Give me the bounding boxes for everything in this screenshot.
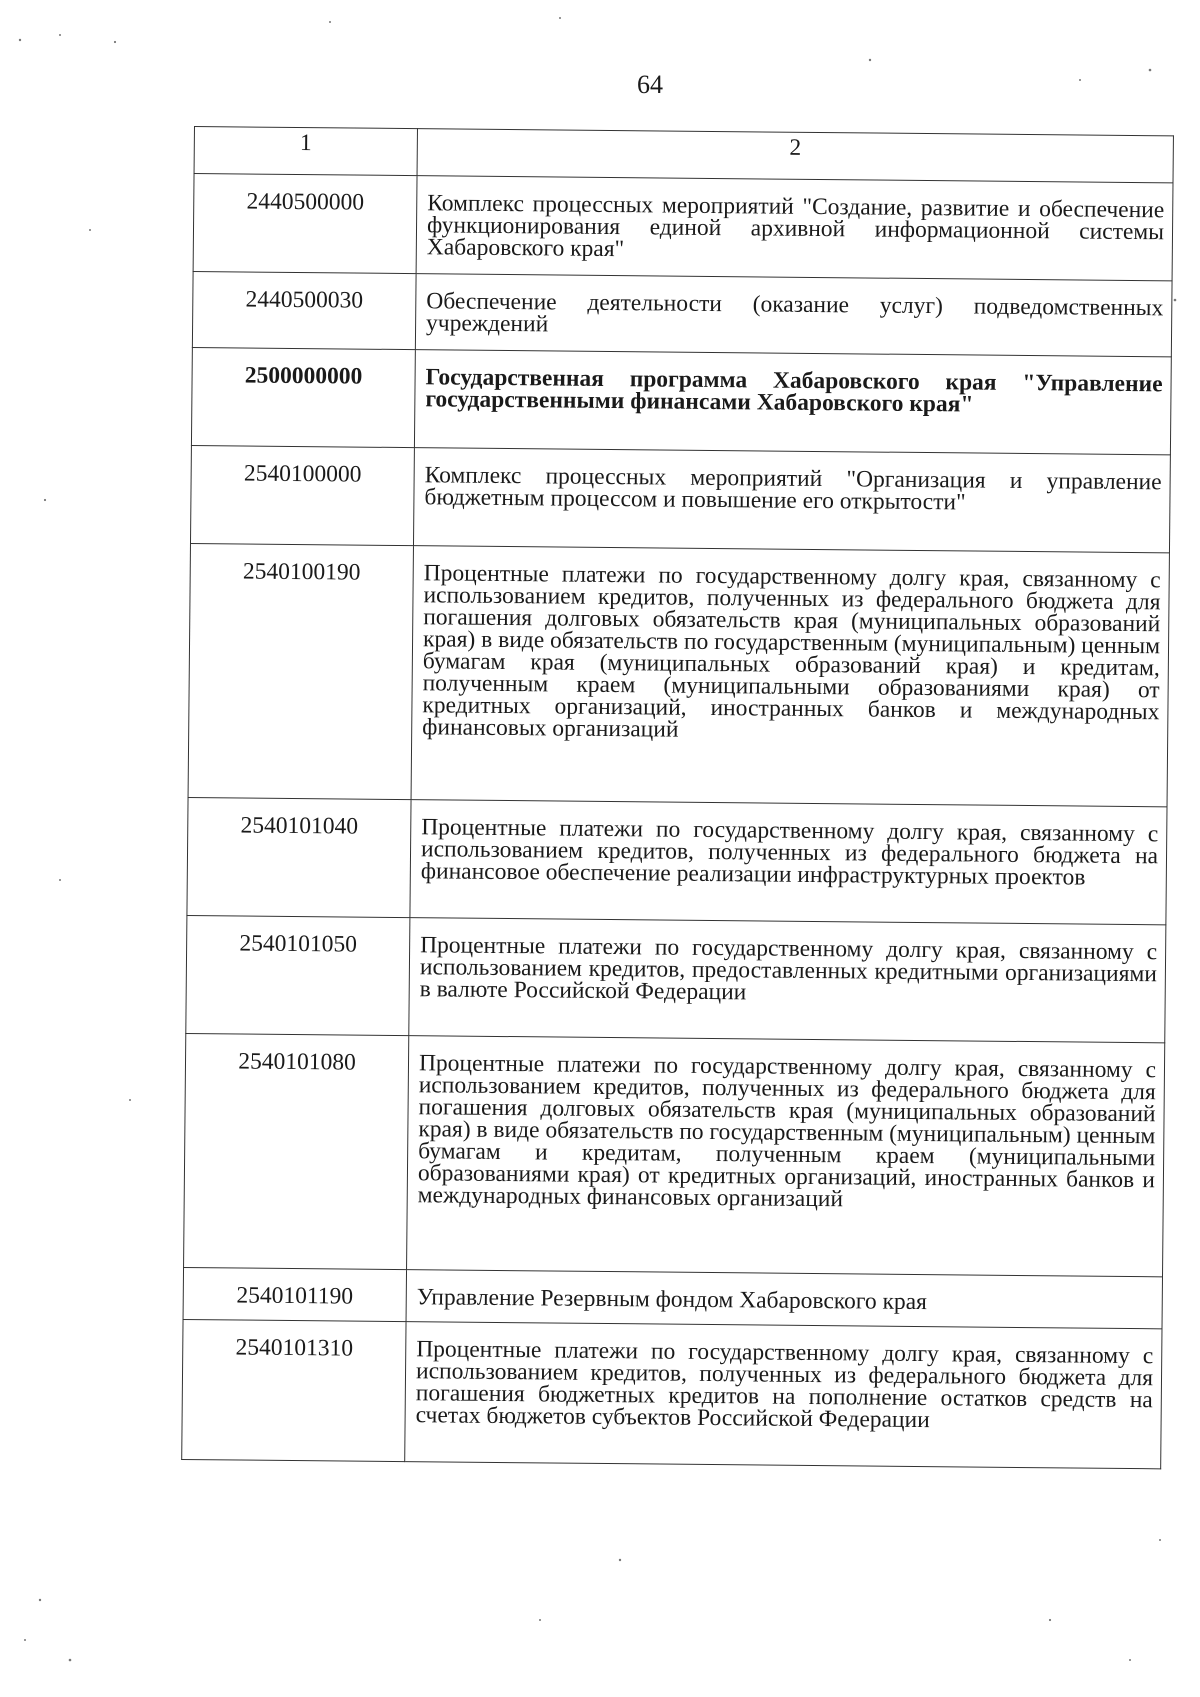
column-header-name: 2 <box>417 129 1173 183</box>
row-name: Процентные платежи по государственному долгу края, связанному с использованием кредитов, полученных из федерального бюджета на финансовое обеспечение реализации инфраструктурных проектов <box>410 800 1167 925</box>
row-name: Комплекс процессных мероприятий "Организация и управление бюджетным процессом и повышение его открытости" <box>413 448 1170 553</box>
column-header-code: 1 <box>194 127 417 176</box>
row-code: 2540101080 <box>184 1033 409 1269</box>
row-name: Процентные платежи по государственному долгу края, связанному с использованием кредитов, полученных из федерального бюджета для погашения бюджетных кредитов на пополнение остатков средств на счетах бюджетов субъектов Российской Федерации <box>405 1322 1162 1469</box>
row-code: 2540101310 <box>182 1319 406 1461</box>
row-code: 2540100000 <box>190 445 414 545</box>
row-code: 2540100190 <box>188 543 413 799</box>
row-name: Процентные платежи по государственному долгу края, связанному с использованием кредитов, полученных из федерального бюджета для погашения долговых обязательств края (муниципальных образований края) в виде обязательств по государственным (муниципальным) ценным бумагам и кредитам, полученным краем (муниципальными образованиями края) от кредитных организаций, иностранных банков и международных финансовых организаций <box>407 1036 1165 1277</box>
row-code: 2440500030 <box>192 271 416 349</box>
row-code: 2440500000 <box>193 174 417 274</box>
row-code: 2540101190 <box>183 1267 406 1321</box>
page-number-text: 64 <box>637 70 663 99</box>
row-name: Процентные платежи по государственному долгу края, связанному с использованием кредитов, полученных из федерального бюджета для погашения долговых обязательств края (муниципальных образований края) в виде обязательств по государственным (муниципальным) ценным бумагам края (муниципальных образований края) и кредитам, полученным краем (муниципальными образованиями края) от кредитных организаций, иностранных банков и международных финансовых организаций <box>411 546 1169 807</box>
row-code: 2540101040 <box>187 797 411 917</box>
row-name: Государственная программа Хабаровского края "Управление государственными финансами Хабаровского края" <box>414 350 1171 455</box>
row-code: 2500000000 <box>191 347 415 447</box>
row-name: Процентные платежи по государственному долгу края, связанному с использованием кредитов, предоставленных кредитными организациями в валюте Российской Федерации <box>409 918 1166 1043</box>
row-name: Комплекс процессных мероприятий "Создание, развитие и обеспечение функционирования единой архивной информационной системы Хабаровского края" <box>416 176 1173 281</box>
row-code: 2540101050 <box>186 915 410 1035</box>
row-name: Управление Резервным фондом Хабаровского края <box>406 1270 1162 1329</box>
row-name: Обеспечение деятельности (оказание услуг) подведомственных учреждений <box>415 274 1172 357</box>
